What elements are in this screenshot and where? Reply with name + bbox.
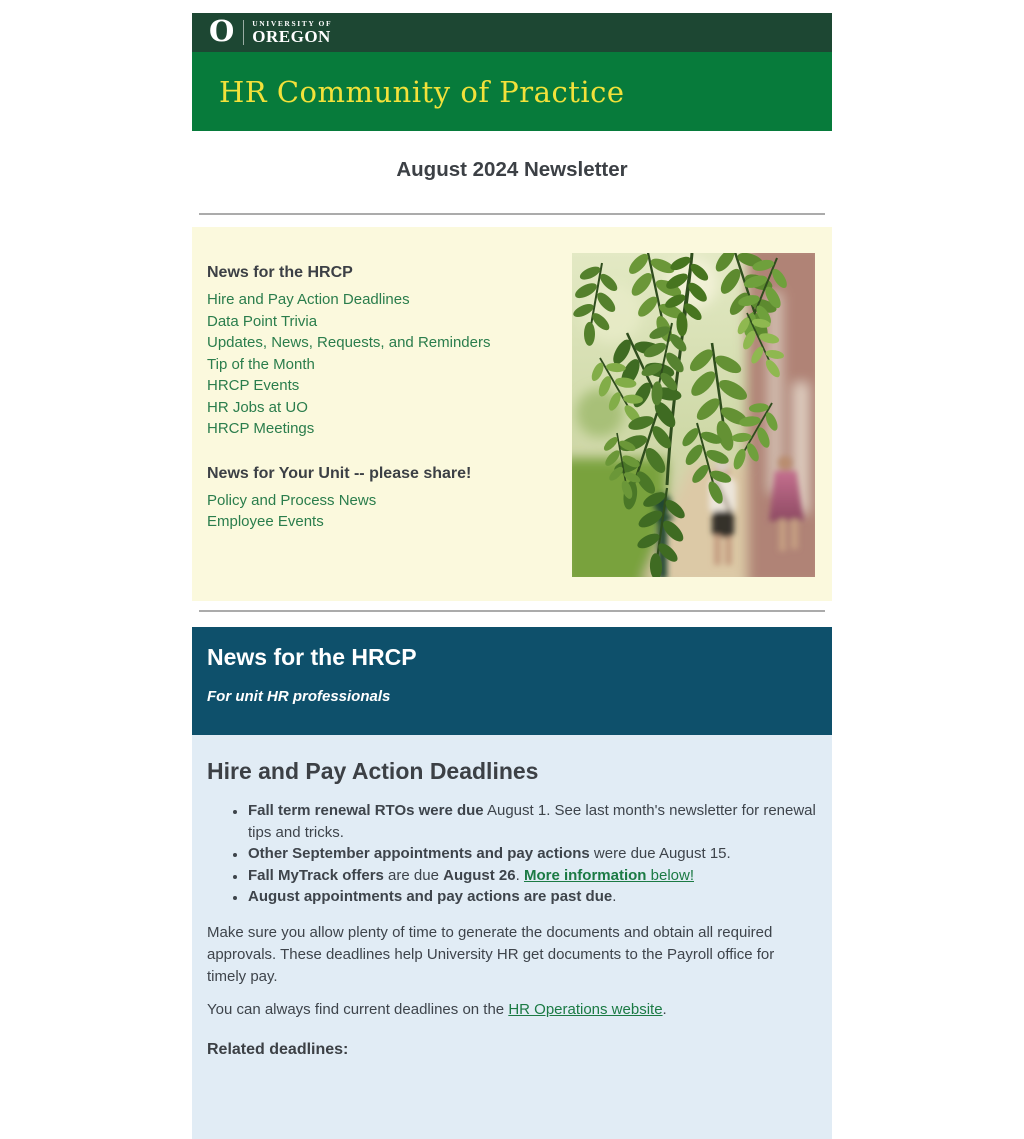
toc-link-hr-jobs[interactable]: HR Jobs at UO <box>207 398 308 416</box>
deadline-text: . <box>612 888 617 905</box>
list-item <box>247 800 817 843</box>
deadline-text: August 1. See last month's newsletter for renewal tips and tricks. <box>248 802 816 841</box>
campus-leaves-photo <box>572 253 815 577</box>
toc-link-updates-news[interactable]: Updates, News, Requests, and Reminders <box>207 334 491 351</box>
deadline-list <box>207 800 817 908</box>
deadline-bold: Other September appointments and pay actions <box>248 845 590 862</box>
link-text: below! <box>646 866 694 884</box>
uo-header-bar <box>192 13 832 52</box>
table-of-contents <box>192 227 832 601</box>
toc-link-tip-of-month[interactable]: Tip of the Month <box>207 355 315 373</box>
email-newsletter <box>192 13 832 1139</box>
toc-link-hrcp-events[interactable]: HRCP Events <box>207 377 300 394</box>
paragraph-text: You can always find current deadlines on the <box>207 1000 509 1018</box>
hr-operations-website-link[interactable]: HR Operations website <box>508 1000 663 1018</box>
logo-oregon: OREGON <box>252 27 331 46</box>
hrcp-banner <box>192 52 832 131</box>
divider <box>199 610 825 612</box>
more-information-link[interactable] <box>524 867 694 884</box>
section-header-news-for-hrcp <box>192 627 832 735</box>
newsletter-title: August 2024 Newsletter <box>396 158 628 181</box>
logo-university-of: UNIVERSITY OF <box>252 19 333 28</box>
toc-link-hrcp-meetings[interactable]: HRCP Meetings <box>207 420 315 437</box>
related-deadlines-heading: Related deadlines: <box>207 1040 349 1058</box>
list-item <box>247 843 817 865</box>
toc-heading-news-for-unit: News for Your Unit -- please share! <box>207 464 472 482</box>
section-title: News for the HRCP <box>207 644 417 670</box>
logo-divider <box>243 20 244 45</box>
paragraph-current-deadlines <box>207 999 817 1021</box>
list-item <box>247 886 817 908</box>
toc-link-employee-events[interactable]: Employee Events <box>207 513 324 530</box>
title-block <box>192 131 832 182</box>
divider <box>199 213 825 215</box>
deadline-text: were due August 15. <box>589 845 731 862</box>
uo-o-logo-icon: O <box>209 14 235 48</box>
deadline-date: August 26 <box>443 866 516 884</box>
paragraph-approvals: Make sure you allow plenty of time to generate the documents and obtain all required approvals. These deadlines help University HR get documents to the Payroll office for timely pay. <box>207 923 775 985</box>
deadline-text: are due <box>383 866 444 884</box>
article-title: Hire and Pay Action Deadlines <box>207 758 539 784</box>
deadline-bold: Fall term renewal RTOs were due <box>248 802 484 819</box>
toc-link-hire-pay-deadlines[interactable]: Hire and Pay Action Deadlines <box>207 291 410 308</box>
section-subtitle: For unit HR professionals <box>207 688 391 705</box>
list-item <box>247 865 817 887</box>
deadline-bold: Fall MyTrack offers <box>248 866 384 884</box>
paragraph-text: . <box>662 1000 667 1018</box>
toc-link-data-point-trivia[interactable]: Data Point Trivia <box>207 312 318 330</box>
toc-heading-news-for-hrcp: News for the HRCP <box>207 264 353 281</box>
deadline-bold: August appointments and pay actions are past due <box>248 888 613 905</box>
logo-wordmark <box>252 20 332 45</box>
uo-logo <box>209 14 333 48</box>
toc-link-policy-process-news[interactable]: Policy and Process News <box>207 491 377 509</box>
banner-title: HR Community of Practice <box>219 74 625 109</box>
deadline-text: . <box>515 866 524 884</box>
article-hire-pay-deadlines <box>192 735 832 1139</box>
link-bold-text: More information <box>523 866 647 884</box>
